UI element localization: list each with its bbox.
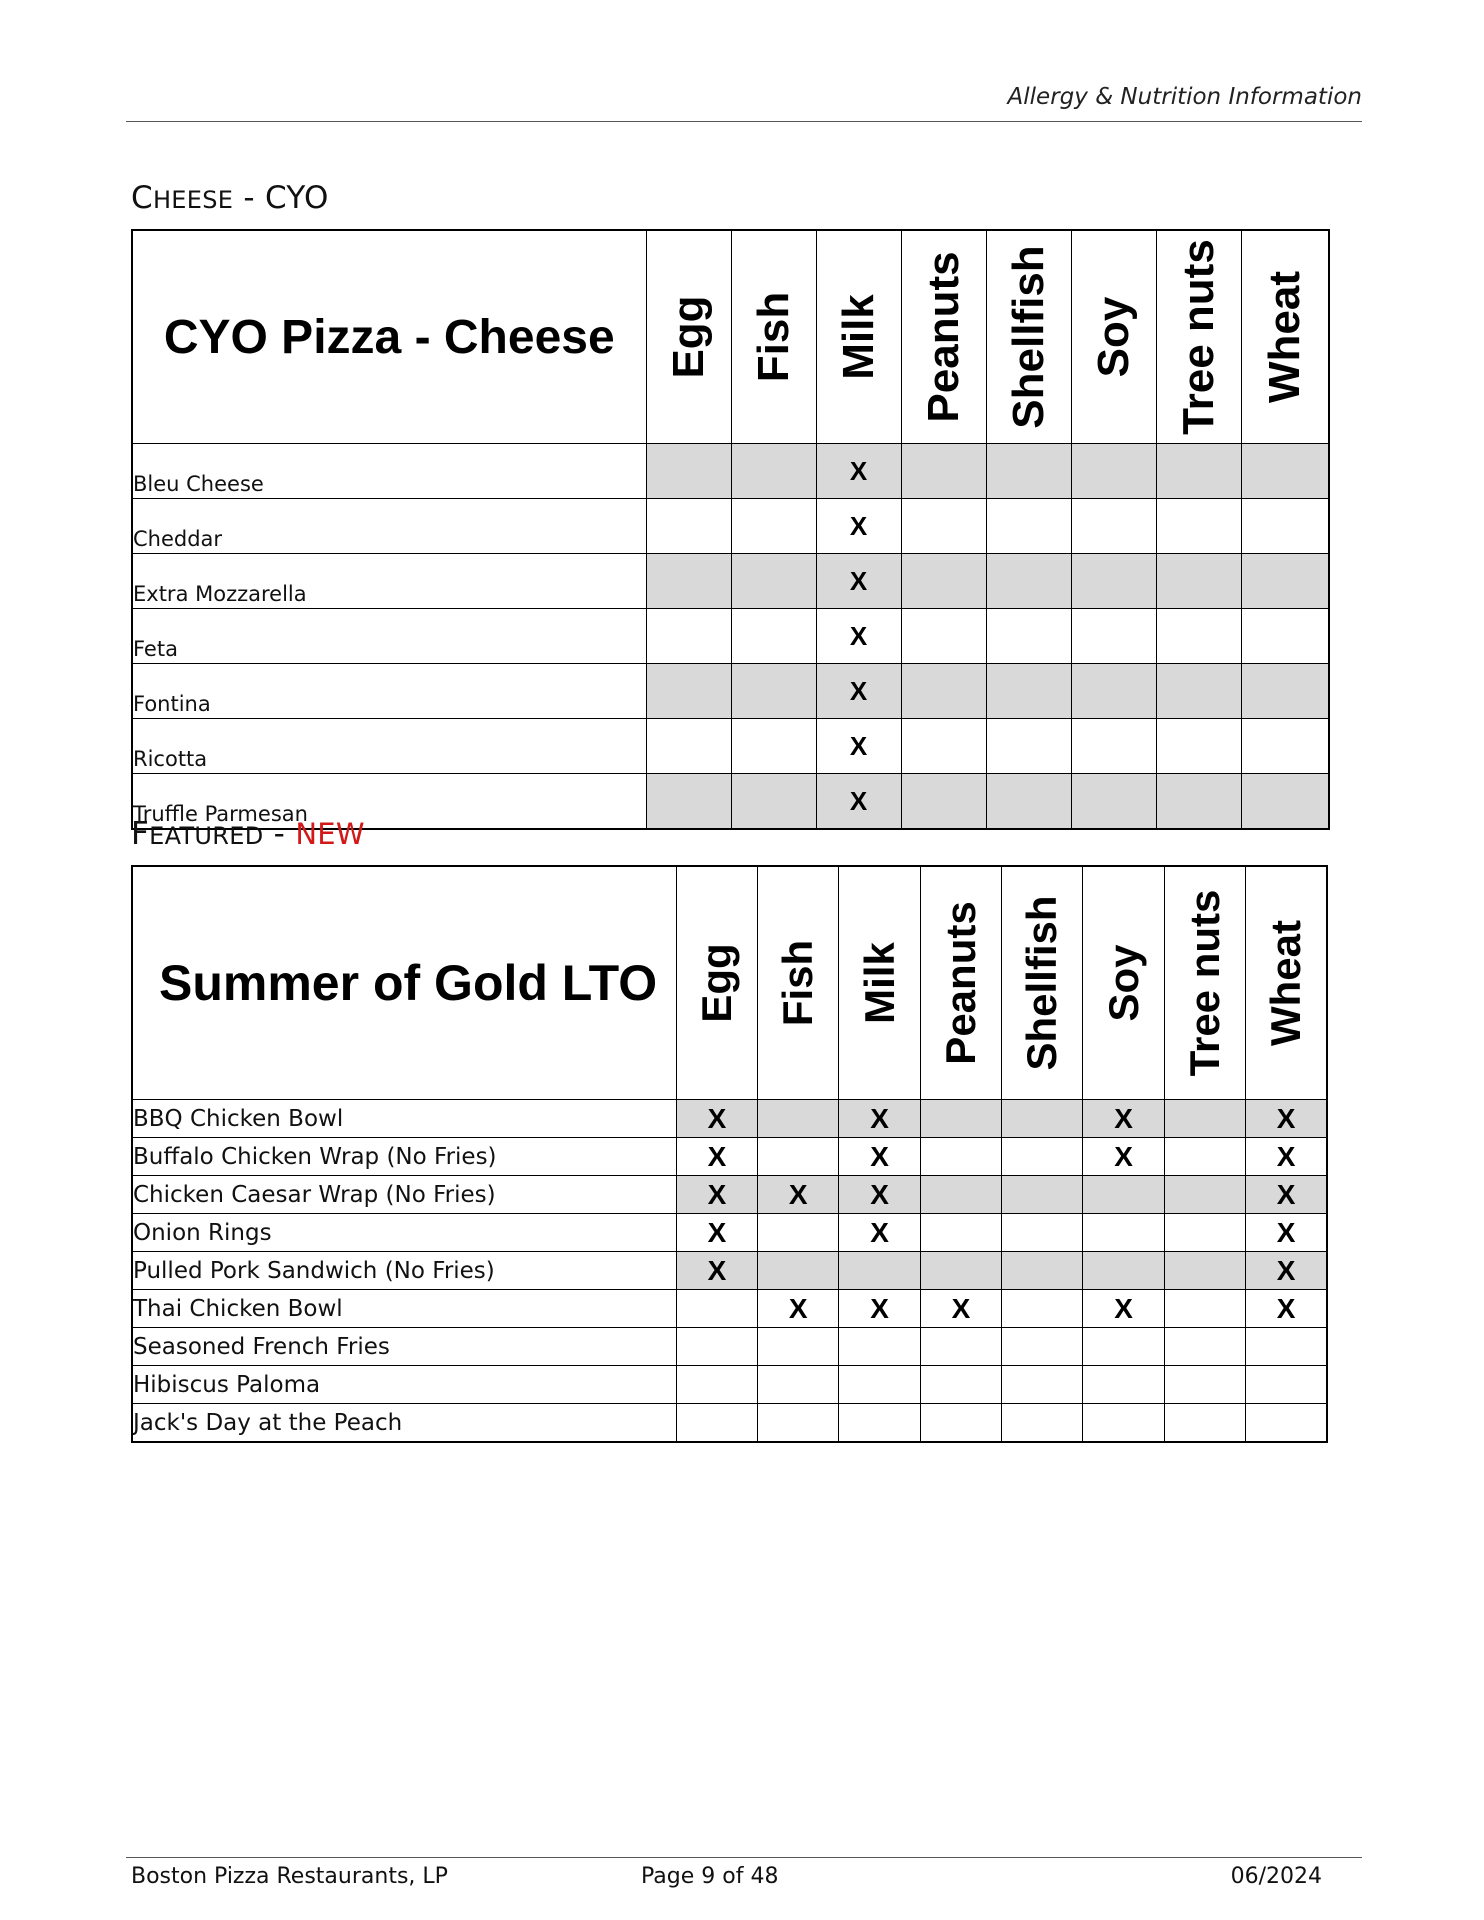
allergen-label: Wheat xyxy=(1259,271,1309,403)
menu-item-name: Fontina xyxy=(132,664,646,719)
footer-page-number: Page 9 of 48 xyxy=(641,1864,779,1889)
table-row xyxy=(132,1252,1327,1290)
allergen-mark-shellfish xyxy=(986,664,1071,719)
allergen-mark-shellfish xyxy=(1002,1214,1083,1252)
allergen-mark-egg xyxy=(646,499,731,554)
allergen-mark-milk xyxy=(839,1366,920,1404)
allergen-header-shellfish xyxy=(986,230,1071,444)
allergen-header-milk xyxy=(839,866,920,1100)
heading-smallcaps: HEESE xyxy=(152,186,234,214)
heading-initial: C xyxy=(131,180,153,216)
table-header-row xyxy=(132,230,1329,444)
heading-smallcaps: EATURED xyxy=(149,822,264,850)
table-row xyxy=(132,1290,1327,1328)
allergen-mark-peanuts xyxy=(920,1366,1001,1404)
new-badge: NEW xyxy=(295,817,365,851)
menu-item-name: Pulled Pork Sandwich (No Fries) xyxy=(132,1252,676,1290)
allergen-label: Milk xyxy=(855,942,903,1024)
allergen-mark-shellfish xyxy=(986,499,1071,554)
allergen-mark-fish xyxy=(731,774,816,830)
allergen-mark-wheat xyxy=(1241,444,1329,499)
menu-item-name: Onion Rings xyxy=(132,1214,676,1252)
table-row xyxy=(132,444,1329,499)
menu-item-name: BBQ Chicken Bowl xyxy=(132,1100,676,1138)
featured-table-body xyxy=(132,1100,1327,1443)
menu-item-name: Extra Mozzarella xyxy=(132,554,646,609)
allergen-mark-shellfish xyxy=(1002,1328,1083,1366)
table-row xyxy=(132,1328,1327,1366)
allergen-mark-shellfish xyxy=(986,774,1071,830)
allergen-mark-milk: X xyxy=(816,609,901,664)
allergen-mark-wheat xyxy=(1241,609,1329,664)
footer-company: Boston Pizza Restaurants, LP xyxy=(131,1864,448,1889)
section-heading-featured xyxy=(131,816,365,852)
heading-rest: - xyxy=(263,816,296,852)
allergen-mark-tree-nuts xyxy=(1156,499,1241,554)
allergen-header-tree-nuts xyxy=(1156,230,1241,444)
heading-rest: - CYO xyxy=(233,180,329,216)
allergen-mark-tree-nuts xyxy=(1164,1328,1245,1366)
allergen-header-peanuts xyxy=(920,866,1001,1100)
allergen-mark-shellfish xyxy=(1002,1252,1083,1290)
allergen-mark-peanuts xyxy=(901,444,986,499)
menu-item-name: Cheddar xyxy=(132,499,646,554)
allergen-mark-egg xyxy=(646,719,731,774)
menu-item-name: Seasoned French Fries xyxy=(132,1328,676,1366)
allergen-mark-egg xyxy=(676,1328,757,1366)
menu-item-name: Ricotta xyxy=(132,719,646,774)
allergen-mark-fish xyxy=(758,1214,839,1252)
allergen-mark-milk: X xyxy=(839,1138,920,1176)
allergen-mark-egg: X xyxy=(676,1138,757,1176)
allergen-header-fish xyxy=(758,866,839,1100)
allergen-mark-egg xyxy=(646,664,731,719)
allergen-mark-peanuts xyxy=(920,1404,1001,1443)
allergen-mark-egg xyxy=(676,1290,757,1328)
allergen-mark-tree-nuts xyxy=(1164,1176,1245,1214)
document-header-title: Allergy & Nutrition Information xyxy=(1007,84,1362,110)
allergen-label: Soy xyxy=(1099,944,1147,1022)
menu-item-name: Bleu Cheese xyxy=(132,444,646,499)
allergen-mark-fish: X xyxy=(758,1290,839,1328)
allergen-mark-shellfish xyxy=(1002,1100,1083,1138)
allergen-mark-tree-nuts xyxy=(1156,444,1241,499)
allergen-mark-tree-nuts xyxy=(1164,1252,1245,1290)
table-row xyxy=(132,1100,1327,1138)
allergen-mark-egg xyxy=(676,1366,757,1404)
table-row xyxy=(132,1138,1327,1176)
allergen-mark-peanuts xyxy=(920,1176,1001,1214)
allergen-mark-fish xyxy=(731,444,816,499)
allergen-mark-milk: X xyxy=(839,1214,920,1252)
allergen-mark-peanuts xyxy=(920,1328,1001,1366)
allergen-mark-egg: X xyxy=(676,1100,757,1138)
allergen-header-tree-nuts xyxy=(1164,866,1245,1100)
allergen-label: Wheat xyxy=(1262,920,1310,1046)
menu-item-name: Buffalo Chicken Wrap (No Fries) xyxy=(132,1138,676,1176)
allergen-label: Peanuts xyxy=(918,251,968,423)
menu-item-name: Thai Chicken Bowl xyxy=(132,1290,676,1328)
allergen-mark-peanuts xyxy=(901,719,986,774)
allergen-mark-egg xyxy=(646,554,731,609)
table-title: CYO Pizza - Cheese xyxy=(132,230,646,444)
allergen-header-milk xyxy=(816,230,901,444)
allergen-mark-wheat: X xyxy=(1246,1176,1327,1214)
menu-item-name: Chicken Caesar Wrap (No Fries) xyxy=(132,1176,676,1214)
allergen-label: Peanuts xyxy=(936,901,984,1065)
allergen-mark-milk xyxy=(839,1328,920,1366)
allergen-mark-soy xyxy=(1083,1176,1164,1214)
allergen-mark-milk: X xyxy=(839,1290,920,1328)
allergen-mark-tree-nuts xyxy=(1164,1138,1245,1176)
allergen-mark-soy xyxy=(1083,1328,1164,1366)
allergen-mark-wheat xyxy=(1241,664,1329,719)
menu-item-name: Hibiscus Paloma xyxy=(132,1366,676,1404)
allergen-mark-tree-nuts xyxy=(1156,554,1241,609)
allergen-mark-shellfish xyxy=(1002,1290,1083,1328)
allergen-mark-milk: X xyxy=(816,499,901,554)
table-row xyxy=(132,609,1329,664)
allergen-mark-soy xyxy=(1083,1214,1164,1252)
allergen-mark-egg xyxy=(646,609,731,664)
allergen-mark-soy xyxy=(1083,1404,1164,1443)
allergen-header-wheat xyxy=(1241,230,1329,444)
menu-item-name: Jack's Day at the Peach xyxy=(132,1404,676,1443)
cheese-table-body xyxy=(132,444,1329,830)
table-row xyxy=(132,719,1329,774)
allergen-mark-wheat xyxy=(1246,1404,1327,1443)
section-heading-cheese xyxy=(131,180,329,216)
allergen-mark-tree-nuts xyxy=(1164,1100,1245,1138)
allergen-mark-wheat: X xyxy=(1246,1138,1327,1176)
allergen-mark-fish xyxy=(731,719,816,774)
table-row xyxy=(132,1404,1327,1443)
allergen-mark-tree-nuts xyxy=(1164,1290,1245,1328)
allergen-mark-fish xyxy=(731,664,816,719)
allergen-mark-milk: X xyxy=(816,719,901,774)
cheese-allergen-table xyxy=(131,229,1330,830)
allergen-mark-wheat xyxy=(1241,554,1329,609)
allergen-label: Tree nuts xyxy=(1180,889,1228,1077)
allergen-mark-peanuts xyxy=(901,554,986,609)
menu-item-name: Truffle Parmesan xyxy=(132,774,646,830)
allergen-label: Shellfish xyxy=(1018,895,1066,1071)
allergen-mark-soy: X xyxy=(1083,1138,1164,1176)
allergen-mark-fish xyxy=(731,609,816,664)
table-header-row xyxy=(132,866,1327,1100)
footer-divider xyxy=(126,1857,1362,1858)
allergen-header-soy xyxy=(1071,230,1156,444)
allergen-mark-peanuts xyxy=(920,1252,1001,1290)
table-row xyxy=(132,1366,1327,1404)
allergen-mark-milk: X xyxy=(816,444,901,499)
allergen-mark-shellfish xyxy=(986,609,1071,664)
allergen-label: Milk xyxy=(833,294,883,380)
allergen-header-egg xyxy=(676,866,757,1100)
allergen-mark-fish xyxy=(758,1328,839,1366)
allergen-label: Fish xyxy=(748,291,798,383)
allergen-mark-milk: X xyxy=(839,1176,920,1214)
allergen-mark-soy: X xyxy=(1083,1290,1164,1328)
allergen-mark-fish xyxy=(731,499,816,554)
allergen-mark-fish xyxy=(758,1100,839,1138)
allergen-mark-soy: X xyxy=(1083,1100,1164,1138)
table-row xyxy=(132,1214,1327,1252)
allergen-mark-soy xyxy=(1083,1366,1164,1404)
allergen-mark-tree-nuts xyxy=(1156,609,1241,664)
allergen-mark-soy xyxy=(1083,1252,1164,1290)
footer-date: 06/2024 xyxy=(1230,1864,1322,1889)
allergen-mark-tree-nuts xyxy=(1164,1214,1245,1252)
table-row xyxy=(132,1176,1327,1214)
allergen-mark-egg xyxy=(646,774,731,830)
allergen-mark-peanuts xyxy=(901,774,986,830)
allergen-mark-fish xyxy=(731,554,816,609)
allergen-mark-wheat xyxy=(1241,774,1329,830)
allergen-mark-peanuts xyxy=(901,499,986,554)
menu-item-name: Feta xyxy=(132,609,646,664)
allergen-mark-wheat: X xyxy=(1246,1100,1327,1138)
allergen-mark-egg: X xyxy=(676,1176,757,1214)
allergen-mark-soy xyxy=(1071,499,1156,554)
allergen-mark-wheat xyxy=(1241,499,1329,554)
allergen-mark-tree-nuts xyxy=(1156,664,1241,719)
allergen-mark-tree-nuts xyxy=(1156,774,1241,830)
heading-initial: F xyxy=(131,816,150,852)
allergen-mark-egg: X xyxy=(676,1252,757,1290)
allergen-mark-shellfish xyxy=(986,444,1071,499)
allergen-mark-wheat: X xyxy=(1246,1214,1327,1252)
allergen-mark-peanuts xyxy=(920,1214,1001,1252)
allergen-header-egg xyxy=(646,230,731,444)
allergen-mark-milk: X xyxy=(816,664,901,719)
allergen-header-fish xyxy=(731,230,816,444)
allergen-mark-wheat: X xyxy=(1246,1290,1327,1328)
allergen-mark-peanuts xyxy=(901,664,986,719)
table-row xyxy=(132,499,1329,554)
allergen-mark-shellfish xyxy=(1002,1138,1083,1176)
allergen-mark-shellfish xyxy=(986,554,1071,609)
allergen-mark-soy xyxy=(1071,554,1156,609)
header-divider xyxy=(126,121,1362,122)
allergen-mark-tree-nuts xyxy=(1156,719,1241,774)
table-row xyxy=(132,554,1329,609)
allergen-header-peanuts xyxy=(901,230,986,444)
allergen-mark-fish: X xyxy=(758,1176,839,1214)
table-row xyxy=(132,664,1329,719)
allergen-mark-milk: X xyxy=(816,554,901,609)
allergen-label: Fish xyxy=(774,939,822,1027)
allergen-mark-tree-nuts xyxy=(1164,1404,1245,1443)
allergen-header-soy xyxy=(1083,866,1164,1100)
featured-allergen-table xyxy=(131,865,1328,1443)
table-title: Summer of Gold LTO xyxy=(132,866,676,1100)
allergen-mark-peanuts: X xyxy=(920,1290,1001,1328)
allergen-mark-wheat xyxy=(1241,719,1329,774)
allergen-mark-fish xyxy=(758,1138,839,1176)
allergen-header-wheat xyxy=(1246,866,1327,1100)
allergen-mark-egg xyxy=(676,1404,757,1443)
allergen-label: Egg xyxy=(692,943,740,1023)
allergen-mark-soy xyxy=(1071,444,1156,499)
allergen-mark-egg: X xyxy=(676,1214,757,1252)
allergen-mark-shellfish xyxy=(1002,1366,1083,1404)
allergen-label: Egg xyxy=(663,295,713,379)
allergen-mark-fish xyxy=(758,1366,839,1404)
allergen-mark-soy xyxy=(1071,719,1156,774)
allergen-mark-soy xyxy=(1071,774,1156,830)
allergen-label: Tree nuts xyxy=(1173,239,1223,435)
allergen-mark-milk xyxy=(839,1252,920,1290)
allergen-mark-fish xyxy=(758,1404,839,1443)
allergen-mark-soy xyxy=(1071,664,1156,719)
allergen-mark-wheat xyxy=(1246,1366,1327,1404)
allergen-mark-fish xyxy=(758,1252,839,1290)
allergen-mark-soy xyxy=(1071,609,1156,664)
allergen-mark-wheat: X xyxy=(1246,1252,1327,1290)
allergen-mark-peanuts xyxy=(920,1138,1001,1176)
allergen-mark-milk: X xyxy=(839,1100,920,1138)
allergen-mark-shellfish xyxy=(1002,1176,1083,1214)
allergen-label: Shellfish xyxy=(1003,245,1053,429)
allergen-label: Soy xyxy=(1088,296,1138,378)
allergen-mark-peanuts xyxy=(901,609,986,664)
allergen-header-shellfish xyxy=(1002,866,1083,1100)
allergen-mark-wheat xyxy=(1246,1328,1327,1366)
allergen-mark-egg xyxy=(646,444,731,499)
allergen-mark-milk xyxy=(839,1404,920,1443)
allergen-mark-shellfish xyxy=(1002,1404,1083,1443)
allergen-mark-shellfish xyxy=(986,719,1071,774)
allergen-mark-milk: X xyxy=(816,774,901,830)
allergen-mark-tree-nuts xyxy=(1164,1366,1245,1404)
allergen-mark-peanuts xyxy=(920,1100,1001,1138)
